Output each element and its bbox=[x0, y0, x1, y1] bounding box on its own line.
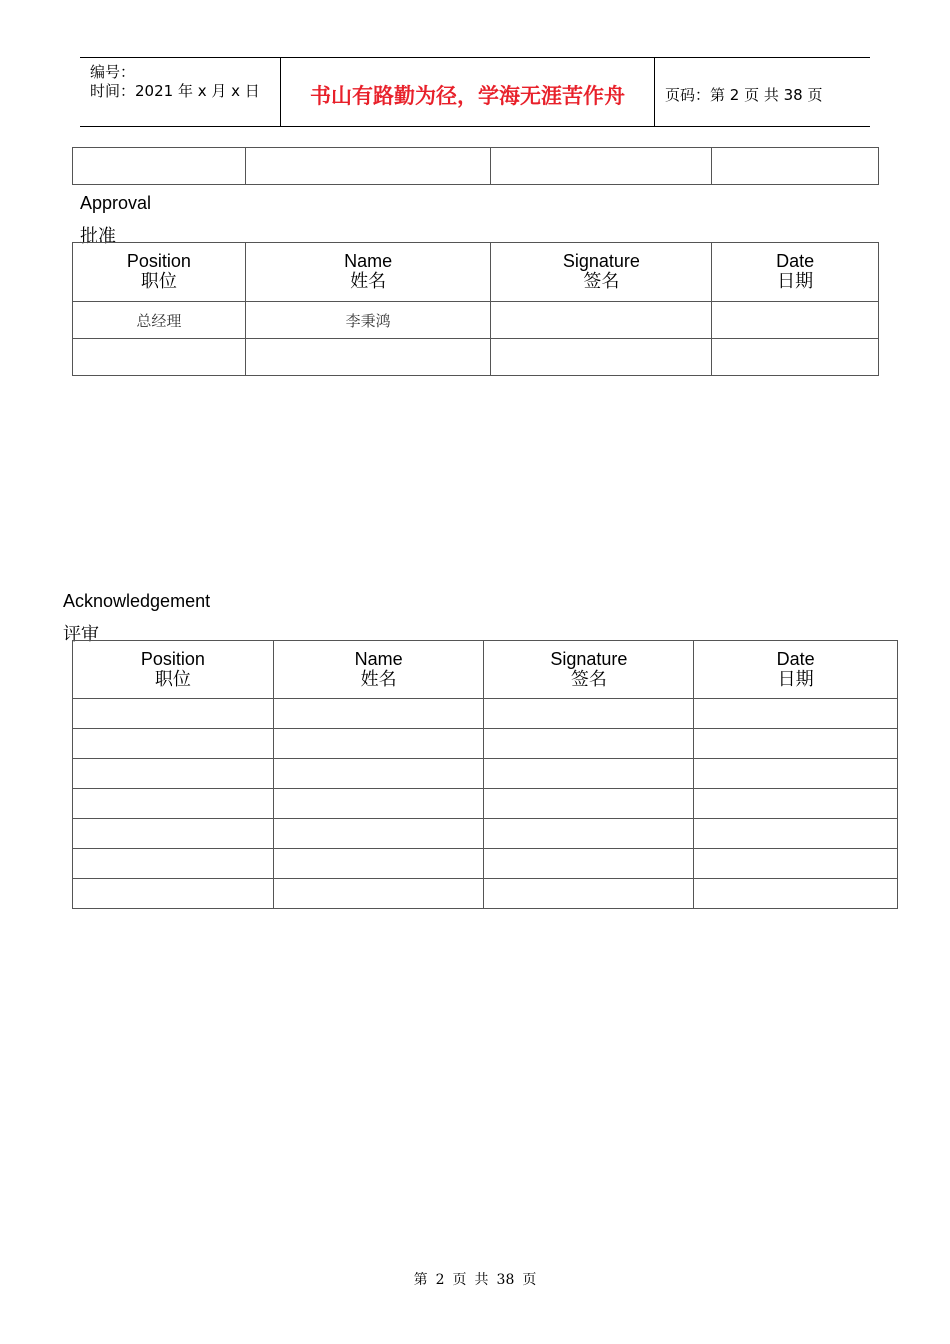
footer-total-pages: 38 bbox=[496, 1272, 515, 1288]
signature-cell bbox=[484, 849, 694, 879]
position-cell bbox=[73, 849, 274, 879]
footer-total-prefix: 共 bbox=[474, 1272, 489, 1288]
position-cell bbox=[73, 759, 274, 789]
table-cell bbox=[712, 148, 879, 185]
position-cell bbox=[73, 339, 246, 376]
table-cell bbox=[491, 148, 712, 185]
date-cell bbox=[694, 699, 898, 729]
date-cell bbox=[694, 789, 898, 819]
document-date-label: 时间：2021 年 x 月 x 日 bbox=[90, 82, 260, 100]
name-cell bbox=[273, 879, 484, 909]
page-footer bbox=[0, 1269, 950, 1289]
table-row bbox=[73, 302, 879, 339]
footer-current-page: 2 bbox=[435, 1272, 445, 1288]
position-cell bbox=[73, 789, 274, 819]
position-cell bbox=[73, 819, 274, 849]
acknowledgement-title: Acknowledgement bbox=[63, 591, 211, 611]
signature-cell bbox=[484, 729, 694, 759]
approval-header-row bbox=[73, 243, 879, 302]
column-header-date: Date 日期 bbox=[712, 243, 879, 302]
column-header-signature: Signature 签名 bbox=[484, 641, 694, 699]
name-cell bbox=[273, 699, 484, 729]
signature-cell bbox=[484, 879, 694, 909]
table-row bbox=[73, 699, 898, 729]
column-header-name: Name 姓名 bbox=[273, 641, 484, 699]
acknowledgement-title-cn: 评审 bbox=[63, 624, 99, 645]
table-cell bbox=[245, 148, 491, 185]
date-cell bbox=[712, 302, 879, 339]
previous-table-fragment bbox=[72, 147, 879, 185]
position-cell bbox=[73, 729, 274, 759]
name-cell bbox=[273, 849, 484, 879]
table-row bbox=[73, 789, 898, 819]
position-cell: 总经理 bbox=[73, 302, 246, 339]
table-row bbox=[73, 339, 879, 376]
acknowledgement-header-row bbox=[73, 641, 898, 699]
table-row bbox=[73, 729, 898, 759]
header-motto-cell bbox=[281, 58, 655, 126]
date-cell bbox=[694, 729, 898, 759]
date-cell bbox=[694, 849, 898, 879]
header-page-cell bbox=[655, 58, 870, 126]
footer-page-suffix: 页 bbox=[522, 1272, 537, 1288]
date-cell bbox=[694, 819, 898, 849]
column-header-position: Position 职位 bbox=[73, 243, 246, 302]
table-cell bbox=[73, 148, 246, 185]
signature-cell bbox=[491, 302, 712, 339]
name-cell bbox=[273, 789, 484, 819]
date-cell bbox=[694, 759, 898, 789]
signature-cell bbox=[484, 759, 694, 789]
column-header-date: Date 日期 bbox=[694, 641, 898, 699]
column-header-position: Position 职位 bbox=[73, 641, 274, 699]
header-page-number: 页码：第 2 页 共 38 页 bbox=[665, 86, 823, 104]
approval-table bbox=[72, 242, 879, 376]
table-row bbox=[73, 879, 898, 909]
position-cell bbox=[73, 879, 274, 909]
table-row bbox=[73, 819, 898, 849]
name-cell bbox=[273, 759, 484, 789]
column-header-name: Name 姓名 bbox=[245, 243, 491, 302]
signature-cell bbox=[484, 819, 694, 849]
page-header bbox=[80, 57, 870, 127]
table-row bbox=[73, 849, 898, 879]
position-cell bbox=[73, 699, 274, 729]
signature-cell bbox=[484, 699, 694, 729]
name-cell bbox=[273, 729, 484, 759]
signature-cell bbox=[491, 339, 712, 376]
approval-title: Approval bbox=[80, 193, 152, 213]
header-info-cell bbox=[80, 58, 281, 126]
column-header-signature: Signature 签名 bbox=[491, 243, 712, 302]
motto-text: 书山有路勤为径，学海无涯苦作舟 bbox=[310, 83, 625, 108]
acknowledgement-table bbox=[72, 640, 898, 909]
signature-cell bbox=[484, 789, 694, 819]
table-row bbox=[73, 759, 898, 789]
name-cell bbox=[273, 819, 484, 849]
footer-page-word: 页 bbox=[452, 1272, 467, 1288]
footer-page-prefix: 第 bbox=[413, 1272, 428, 1288]
date-cell bbox=[694, 879, 898, 909]
approval-title-cn: 批准 bbox=[80, 226, 116, 247]
name-cell: 李秉鸿 bbox=[245, 302, 491, 339]
date-cell bbox=[712, 339, 879, 376]
name-cell bbox=[245, 339, 491, 376]
document-number-label: 编号： bbox=[90, 63, 136, 81]
